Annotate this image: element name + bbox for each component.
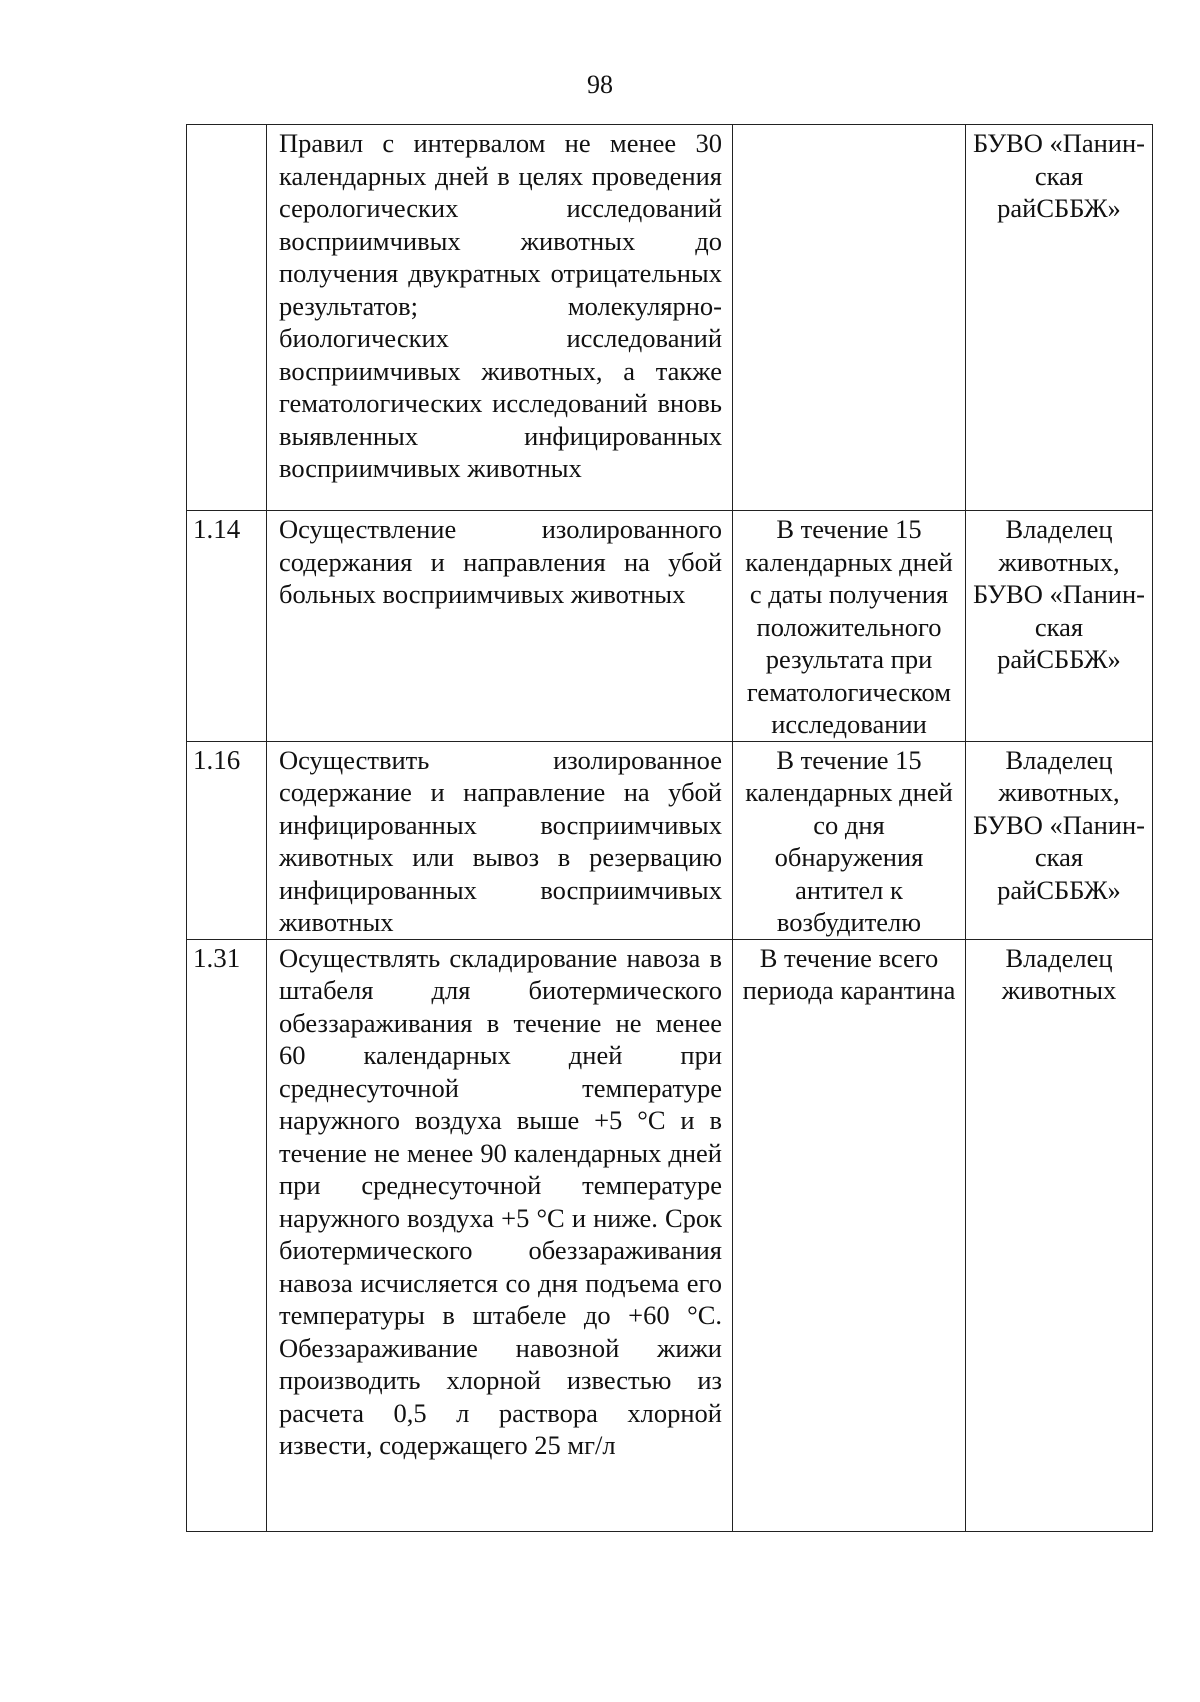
action-text: Осуществить изолированное содержание и направление на убой инфицированных восприимчивых животных или вывоз в резервацию инфицированных восприимчивых животных: [267, 741, 733, 939]
action-text: Правил с интервалом не менее 30 календарных дней в целях проведения серологических исследований восприимчивых животных до получения двукратных отрицательных результатов; молекулярно-биологических исследований восприимчивых животных, а также гематологических исследований вновь выявленных инфицированных восприимчивых животных: [267, 125, 733, 511]
term-text: В течение 15 календарных дней со дня обнаружения антител к возбудителю: [733, 741, 966, 939]
table-row: [187, 741, 1153, 939]
table-row: [187, 125, 1153, 511]
table-row: [187, 939, 1153, 1531]
responsible-text: Владелец животных, БУВО «Панин-ская райСББЖ»: [966, 741, 1153, 939]
quarantine-measures-table: [186, 124, 1153, 1532]
row-number: [187, 125, 267, 511]
term-text: [733, 125, 966, 511]
term-text: В течение всего периода карантина: [733, 939, 966, 1531]
row-number: 1.31: [187, 939, 267, 1531]
action-text: Осуществлять складирование навоза в штабеля для биотермического обеззараживания в течение не менее 60 календарных дней при среднесуточной температуре наружного воздуха выше +5 °С и в течение не менее 90 календарных дней при среднесуточной температуре наружного воздуха +5 °С и ниже. Срок биотермического обеззараживания навоза исчисляется со дня подъема его температуры в штабеле до +60 °С. Обеззараживание навозной жижи производить хлорной известью из расчета 0,5 л раствора хлорной извести, содержащего 25 мг/л: [267, 939, 733, 1531]
responsible-text: Владелец животных: [966, 939, 1153, 1531]
action-text: Осуществление изолированного содержания и направления на убой больных восприимчивых животных: [267, 511, 733, 742]
table-row: [187, 511, 1153, 742]
page-number: 98: [587, 70, 613, 99]
responsible-text: БУВО «Панин-ская райСББЖ»: [966, 125, 1153, 511]
term-text: В течение 15 календарных дней с даты получения положительного результата при гематологическом исследовании: [733, 511, 966, 742]
responsible-text: Владелец животных, БУВО «Панин-ская райСББЖ»: [966, 511, 1153, 742]
row-number: 1.14: [187, 511, 267, 742]
row-number: 1.16: [187, 741, 267, 939]
